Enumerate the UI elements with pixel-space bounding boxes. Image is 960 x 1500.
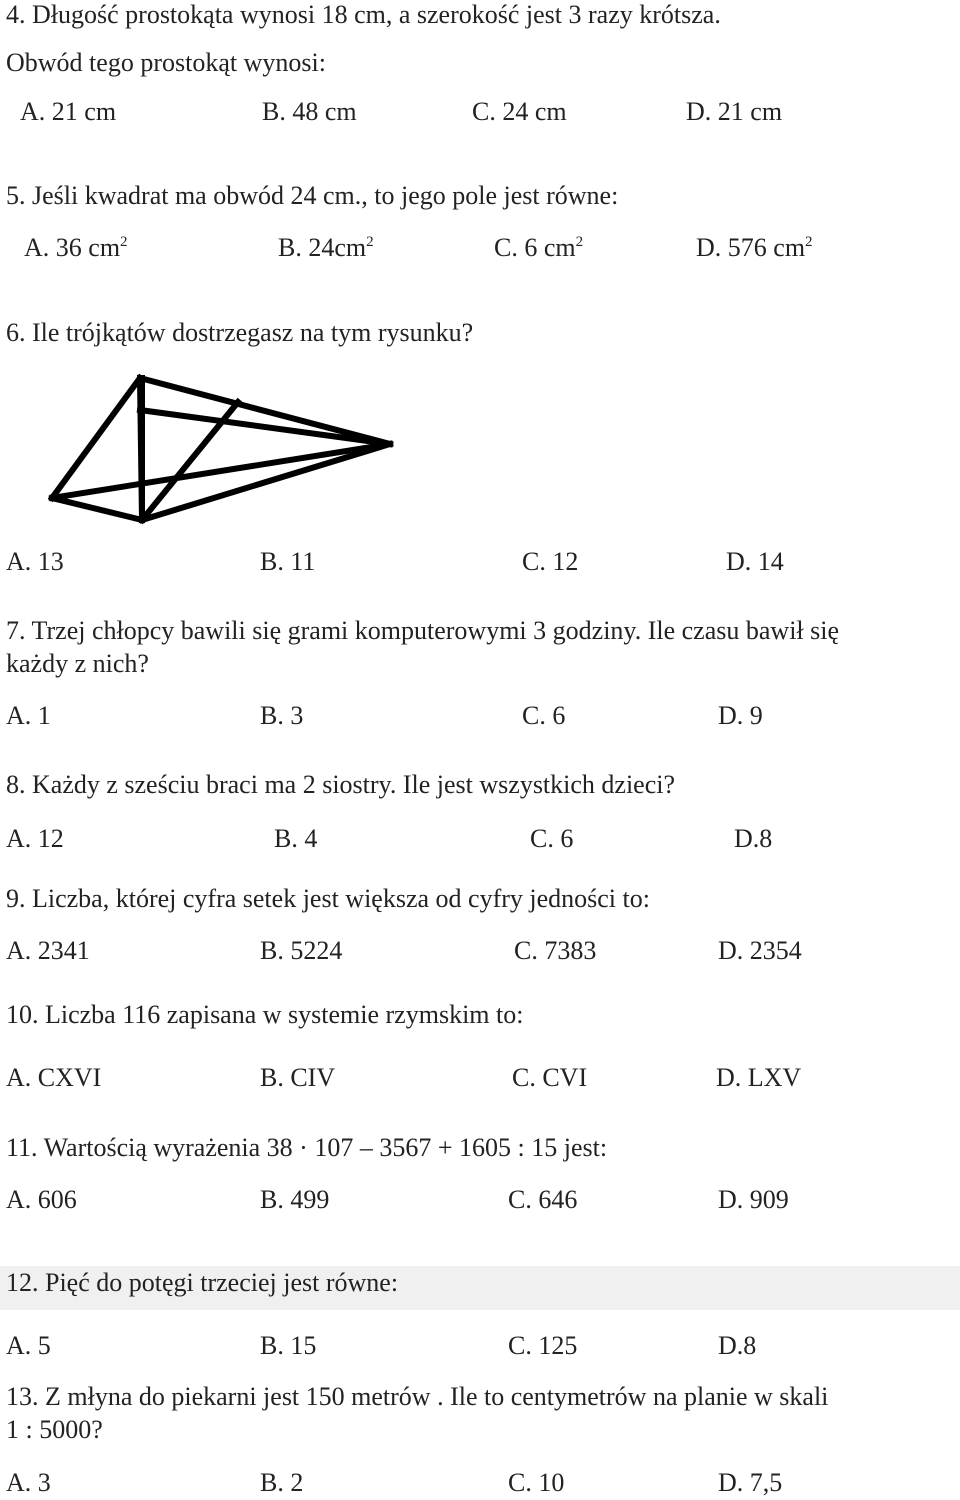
q9-question: 9. Liczba, której cyfra setek jest większa od cyfry jedności to:: [6, 884, 650, 913]
q12-answer-b: B. 15: [260, 1331, 317, 1360]
q10-answer-c: C. CVI: [512, 1063, 588, 1092]
q7-answer-d: D. 9: [718, 701, 763, 730]
q7-answer-c: C. 6: [522, 701, 566, 730]
q12-answer-c: C. 125: [508, 1331, 578, 1360]
q5-answer-b: B. $24cm^2$: [278, 233, 374, 262]
q5-question: 5. Jeśli kwadrat ma obwód 24 cm., to jego pole jest równe:: [6, 181, 619, 210]
q6-answer-a: A. 13: [6, 547, 64, 576]
q6-question: 6. Ile trójkątów dostrzegasz na tym rysunku?: [6, 318, 474, 347]
q7-text-line2: każdy z nich?: [6, 649, 149, 678]
q6-answer-c: C. 12: [522, 547, 579, 576]
q4-text-line1: 4. Długość prostokąta wynosi 18 cm, a szerokość jest 3 razy krótsza.: [6, 0, 721, 29]
q6-answer-b: B. 11: [260, 547, 316, 576]
q5-answer-d: D. 576 $cm^2$: [696, 233, 813, 262]
figure-edge-bottom: [52, 498, 142, 520]
q4-text-line2: Obwód tego prostokąt wynosi:: [6, 48, 326, 77]
q12-answer-d: D.8: [718, 1331, 757, 1360]
q9-answer-d: D. 2354: [718, 936, 802, 965]
q13-text-line1: 13. Z młyna do piekarni jest 150 metrów . Ile to centymetrów na planie w skali: [6, 1382, 829, 1411]
q10-answer-d: D. LXV: [716, 1063, 802, 1092]
triangles-figure: [40, 366, 400, 536]
q10-question: 10. Liczba 116 zapisana w systemie rzymskim to:: [6, 1000, 524, 1029]
figure-edge-top: [140, 378, 390, 444]
q13-answer-c: C. 10: [508, 1468, 565, 1497]
q4-answer-a: A. 21 cm: [20, 97, 117, 126]
q8-answer-a: A. 12: [6, 824, 64, 853]
q5-answer-a: A. 36 $cm^2$: [24, 233, 128, 262]
q8-answer-c: C. 6: [530, 824, 574, 853]
q7-text-line1: 7. Trzej chłopcy bawili się grami komputerowymi 3 godziny. Ile czasu bawił się: [6, 616, 840, 645]
q11-answer-d: D. 909: [718, 1185, 789, 1214]
figure-diagonal-to-apex: [52, 444, 390, 498]
q6-answer-d: D. 14: [726, 547, 784, 576]
q4-answer-d: D. 21 cm: [686, 97, 783, 126]
q12-answer-a: A. 5: [6, 1331, 51, 1360]
q11-answer-b: B. 499: [260, 1185, 330, 1214]
q4-answer-b: B. 48 cm: [262, 97, 357, 126]
figure-inner-line: [140, 378, 142, 520]
q8-question: 8. Każdy z sześciu braci ma 2 siostry. Ile jest wszystkich dzieci?: [6, 770, 676, 799]
q7-answer-a: A. 1: [6, 701, 51, 730]
q10-answer-a: A. CXVI: [6, 1063, 102, 1092]
q11-question: 11. Wartością wyrażenia 38 · 107 – 3567 + 1605 : 15 jest:: [6, 1133, 608, 1162]
figure-inner-horizontal: [140, 410, 390, 444]
figure-edge-lower-right: [142, 444, 390, 520]
q8-answer-b: B. 4: [274, 824, 318, 853]
q13-text-line2: 1 : 5000?: [6, 1415, 103, 1444]
q5-answer-c: C. 6 $cm^2$: [494, 233, 584, 262]
q11-answer-a: A. 606: [6, 1185, 77, 1214]
q7-answer-b: B. 3: [260, 701, 304, 730]
q9-answer-b: B. 5224: [260, 936, 343, 965]
q10-answer-b: B. CIV: [260, 1063, 336, 1092]
q12-question: 12. Pięć do potęgi trzeciej jest równe:: [6, 1268, 399, 1297]
figure-edge-left: [52, 378, 140, 498]
q8-answer-d: D.8: [734, 824, 773, 853]
q13-answer-d: D. 7,5: [718, 1468, 783, 1497]
q9-answer-a: A. 2341: [6, 936, 90, 965]
q9-answer-c: C. 7383: [514, 936, 597, 965]
q13-answer-a: A. 3: [6, 1468, 51, 1497]
q4-answer-c: C. 24 cm: [472, 97, 567, 126]
q13-answer-b: B. 2: [260, 1468, 304, 1497]
q11-answer-c: C. 646: [508, 1185, 578, 1214]
